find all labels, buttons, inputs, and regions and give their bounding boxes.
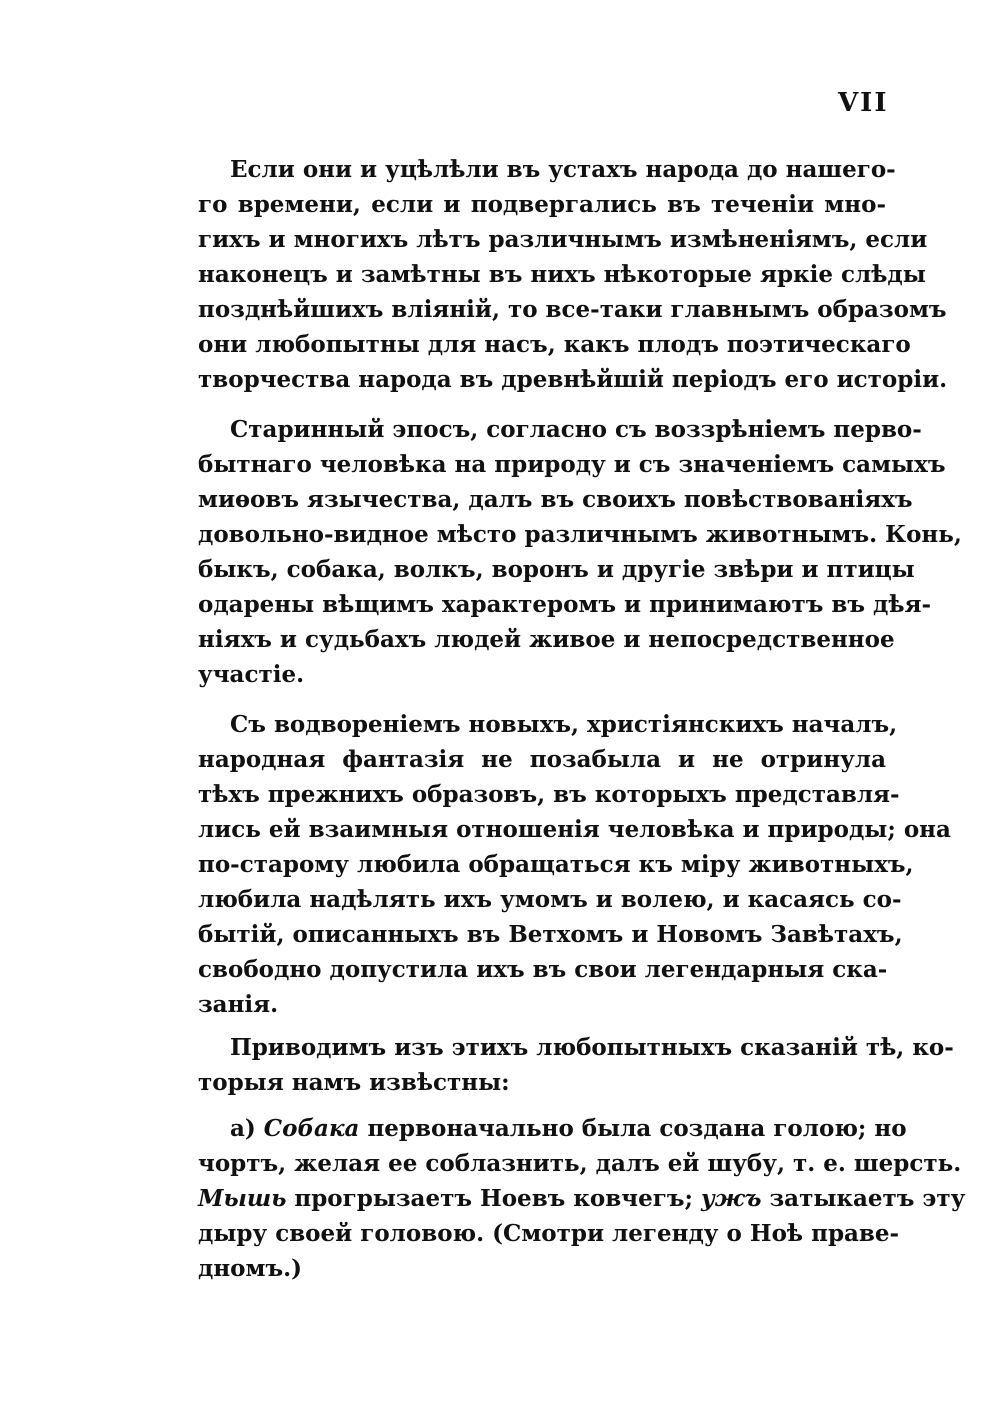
- text-run: прогрызаетъ Ноевъ ковчегъ;: [286, 1185, 701, 1212]
- text-line: [198, 1181, 966, 1216]
- text-line: тѣхъ прежнихъ образовъ, въ которыхъ представля-: [198, 781, 900, 808]
- paragraph-1: [198, 152, 948, 397]
- text-line: довольно-видное мѣсто различнымъ животнымъ. Конь,: [198, 521, 962, 548]
- text-line: дномъ.): [198, 1255, 303, 1282]
- paragraph-4: [198, 1030, 954, 1100]
- paragraph-5: [198, 1111, 966, 1286]
- text-line: го времени, если и подвергались въ теченіи мно-: [198, 191, 886, 218]
- text-line: быкъ, собака, волкъ, воронъ и другіе звѣри и птицы: [198, 556, 915, 583]
- italic-term: ужъ: [700, 1185, 762, 1212]
- text-line: Приводимъ изъ этихъ любопытныхъ сказаній тѣ, ко-: [230, 1034, 954, 1061]
- text-line: любила надѣлять ихъ умомъ и волею, и касаясь со-: [198, 886, 902, 913]
- text-line: бытій, описанныхъ въ Ветхомъ и Новомъ Завѣтахъ,: [198, 921, 903, 948]
- text-line: Если они и уцѣлѣли въ устахъ народа до нашего-: [230, 156, 896, 183]
- text-line: дыру своей головою. (Смотри легенду о Ноѣ праве-: [198, 1220, 900, 1247]
- text-line: одарены вѣщимъ характеромъ и принимаютъ въ дѣя-: [198, 591, 932, 618]
- paragraph-2: [198, 412, 962, 692]
- text-run: первоначально была создана голою; но: [359, 1115, 907, 1142]
- text-line: [198, 1111, 907, 1146]
- text-line: Старинный эпосъ, согласно съ воззрѣніемъ перво-: [230, 416, 922, 443]
- text-line: участіе.: [198, 661, 305, 688]
- italic-term: Собака: [263, 1115, 360, 1142]
- text-line: торыя намъ извѣстны:: [198, 1069, 510, 1096]
- page-number: VII: [838, 88, 889, 118]
- text-line: ніяхъ и судьбахъ людей живое и непосредственное: [198, 626, 895, 653]
- text-line: свободно допустила ихъ въ свои легендарныя ска-: [198, 956, 888, 983]
- text-line: народная фантазія не позабыла и не отринула: [198, 746, 886, 773]
- paragraph-3: [198, 707, 951, 1022]
- text-line: по-старому любила обращаться къ міру животныхъ,: [198, 851, 914, 878]
- text-run: затыкаетъ эту: [761, 1185, 966, 1212]
- text-line: наконецъ и замѣтны въ нихъ нѣкоторые яркіе слѣды: [198, 261, 926, 288]
- text-line: творчества народа въ древнѣйшій періодъ его исторіи.: [198, 366, 948, 393]
- italic-term: Мышь: [198, 1185, 287, 1212]
- text-line: чортъ, желая ее соблазнить, далъ ей шубу, т. е. шерсть.: [198, 1150, 962, 1177]
- text-line: гихъ и многихъ лѣтъ различнымъ измѣненіямъ, если: [198, 226, 928, 253]
- text-line: занія.: [198, 991, 279, 1018]
- text-line: миѳовъ язычества, далъ въ своихъ повѣствованіяхъ: [198, 486, 913, 513]
- text-line: они любопытны для насъ, какъ плодъ поэтическаго: [198, 331, 911, 358]
- text-run: а): [230, 1115, 264, 1142]
- text-line: бытнаго человѣка на природу и съ значеніемъ самыхъ: [198, 451, 946, 478]
- text-line: лись ей взаимныя отношенія человѣка и природы; она: [198, 816, 951, 843]
- text-line: позднѣйшихъ вліяній, то все-таки главнымъ образомъ: [198, 296, 947, 323]
- text-line: Съ водвореніемъ новыхъ, христіянскихъ началъ,: [230, 711, 898, 738]
